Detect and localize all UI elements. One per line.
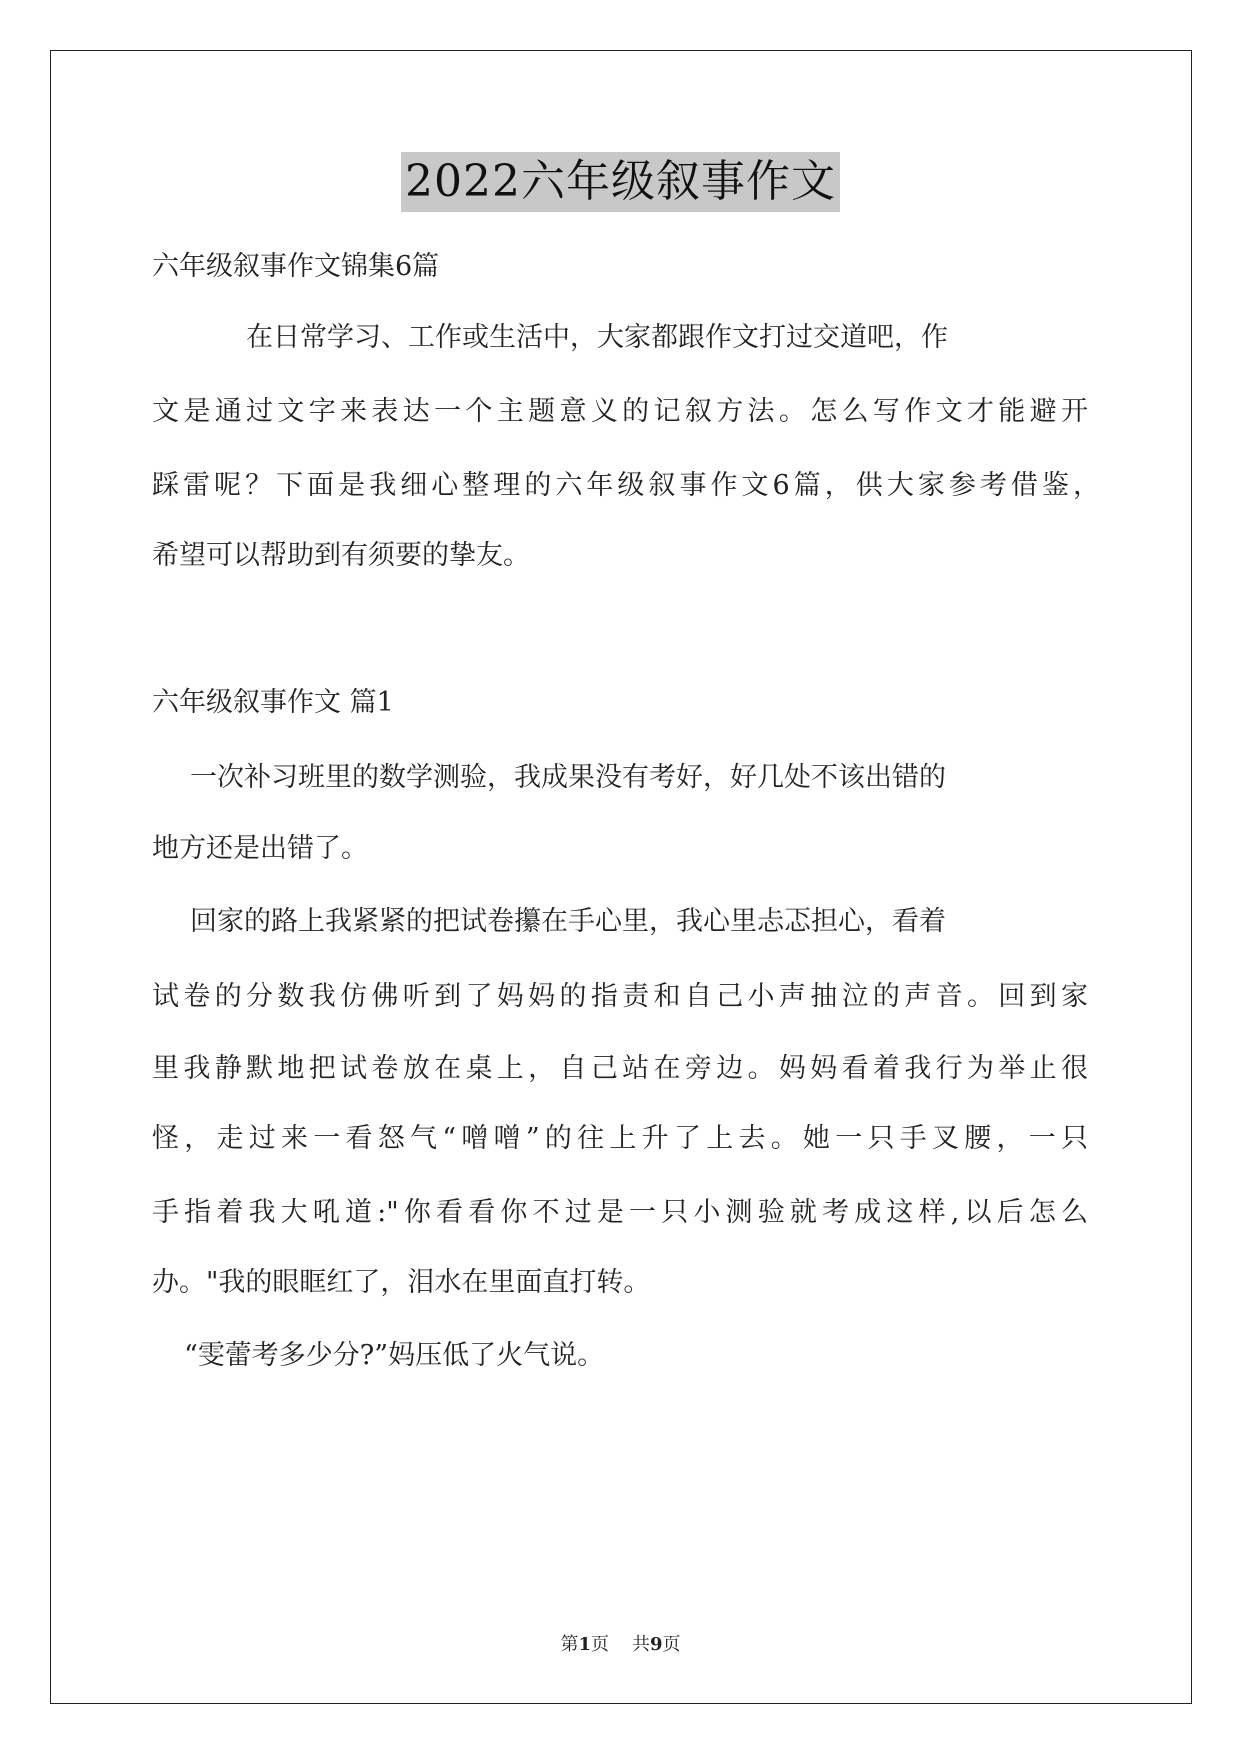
page-current: 1 [578, 1634, 592, 1655]
section-heading: 六年级叙事作文 篇1 [152, 687, 394, 718]
page-prefix: 第 [560, 1634, 579, 1655]
intro-line: 在日常学习、工作或生活中，大家都跟作文打过交道吧，作 [246, 322, 948, 353]
body-line: 回家的路上我紧紧的把试卷攥在手心里，我心里忐忑担心，看着 [190, 906, 946, 937]
document-subtitle: 六年级叙事作文锦集6篇 [152, 251, 440, 282]
intro-line: 踩雷呢？下面是我细心整理的六年级叙事作文6篇，供大家参考借鉴， [152, 470, 1100, 501]
title-container [0, 152, 1241, 212]
document-title: 2022六年级叙事作文 [401, 152, 840, 212]
body-line: 地方还是出错了。 [152, 833, 368, 864]
total-prefix: 共 [631, 1634, 650, 1655]
body-line: 手指着我大吼道:"你看看你不过是一只小测验就考成这样,以后怎么 [152, 1197, 1088, 1228]
page-border [50, 50, 1192, 1704]
intro-line: 希望可以帮助到有须要的挚友。 [152, 540, 530, 571]
page-footer [0, 1630, 1241, 1656]
page-total: 9 [649, 1634, 663, 1655]
body-line: 办。"我的眼眶红了，泪水在里面直打转。 [152, 1267, 651, 1298]
body-line: “雯蕾考多少分?”妈压低了火气说。 [184, 1340, 605, 1371]
body-line: 一次补习班里的数学测验，我成果没有考好，好几处不该出错的 [190, 762, 946, 793]
total-suffix: 页 [662, 1634, 681, 1655]
intro-line: 文是通过文字来表达一个主题意义的记叙方法。怎么写作文才能避开 [152, 396, 1088, 427]
page-suffix: 页 [591, 1634, 610, 1655]
body-line: 怪，走过来一看怒气“噌噌”的往上升了上去。她一只手叉腰，一只 [152, 1123, 1088, 1154]
body-line: 里我静默地把试卷放在桌上，自己站在旁边。妈妈看着我行为举止很 [152, 1053, 1088, 1084]
body-line: 试卷的分数我仿佛听到了妈妈的指责和自己小声抽泣的声音。回到家 [152, 981, 1088, 1012]
